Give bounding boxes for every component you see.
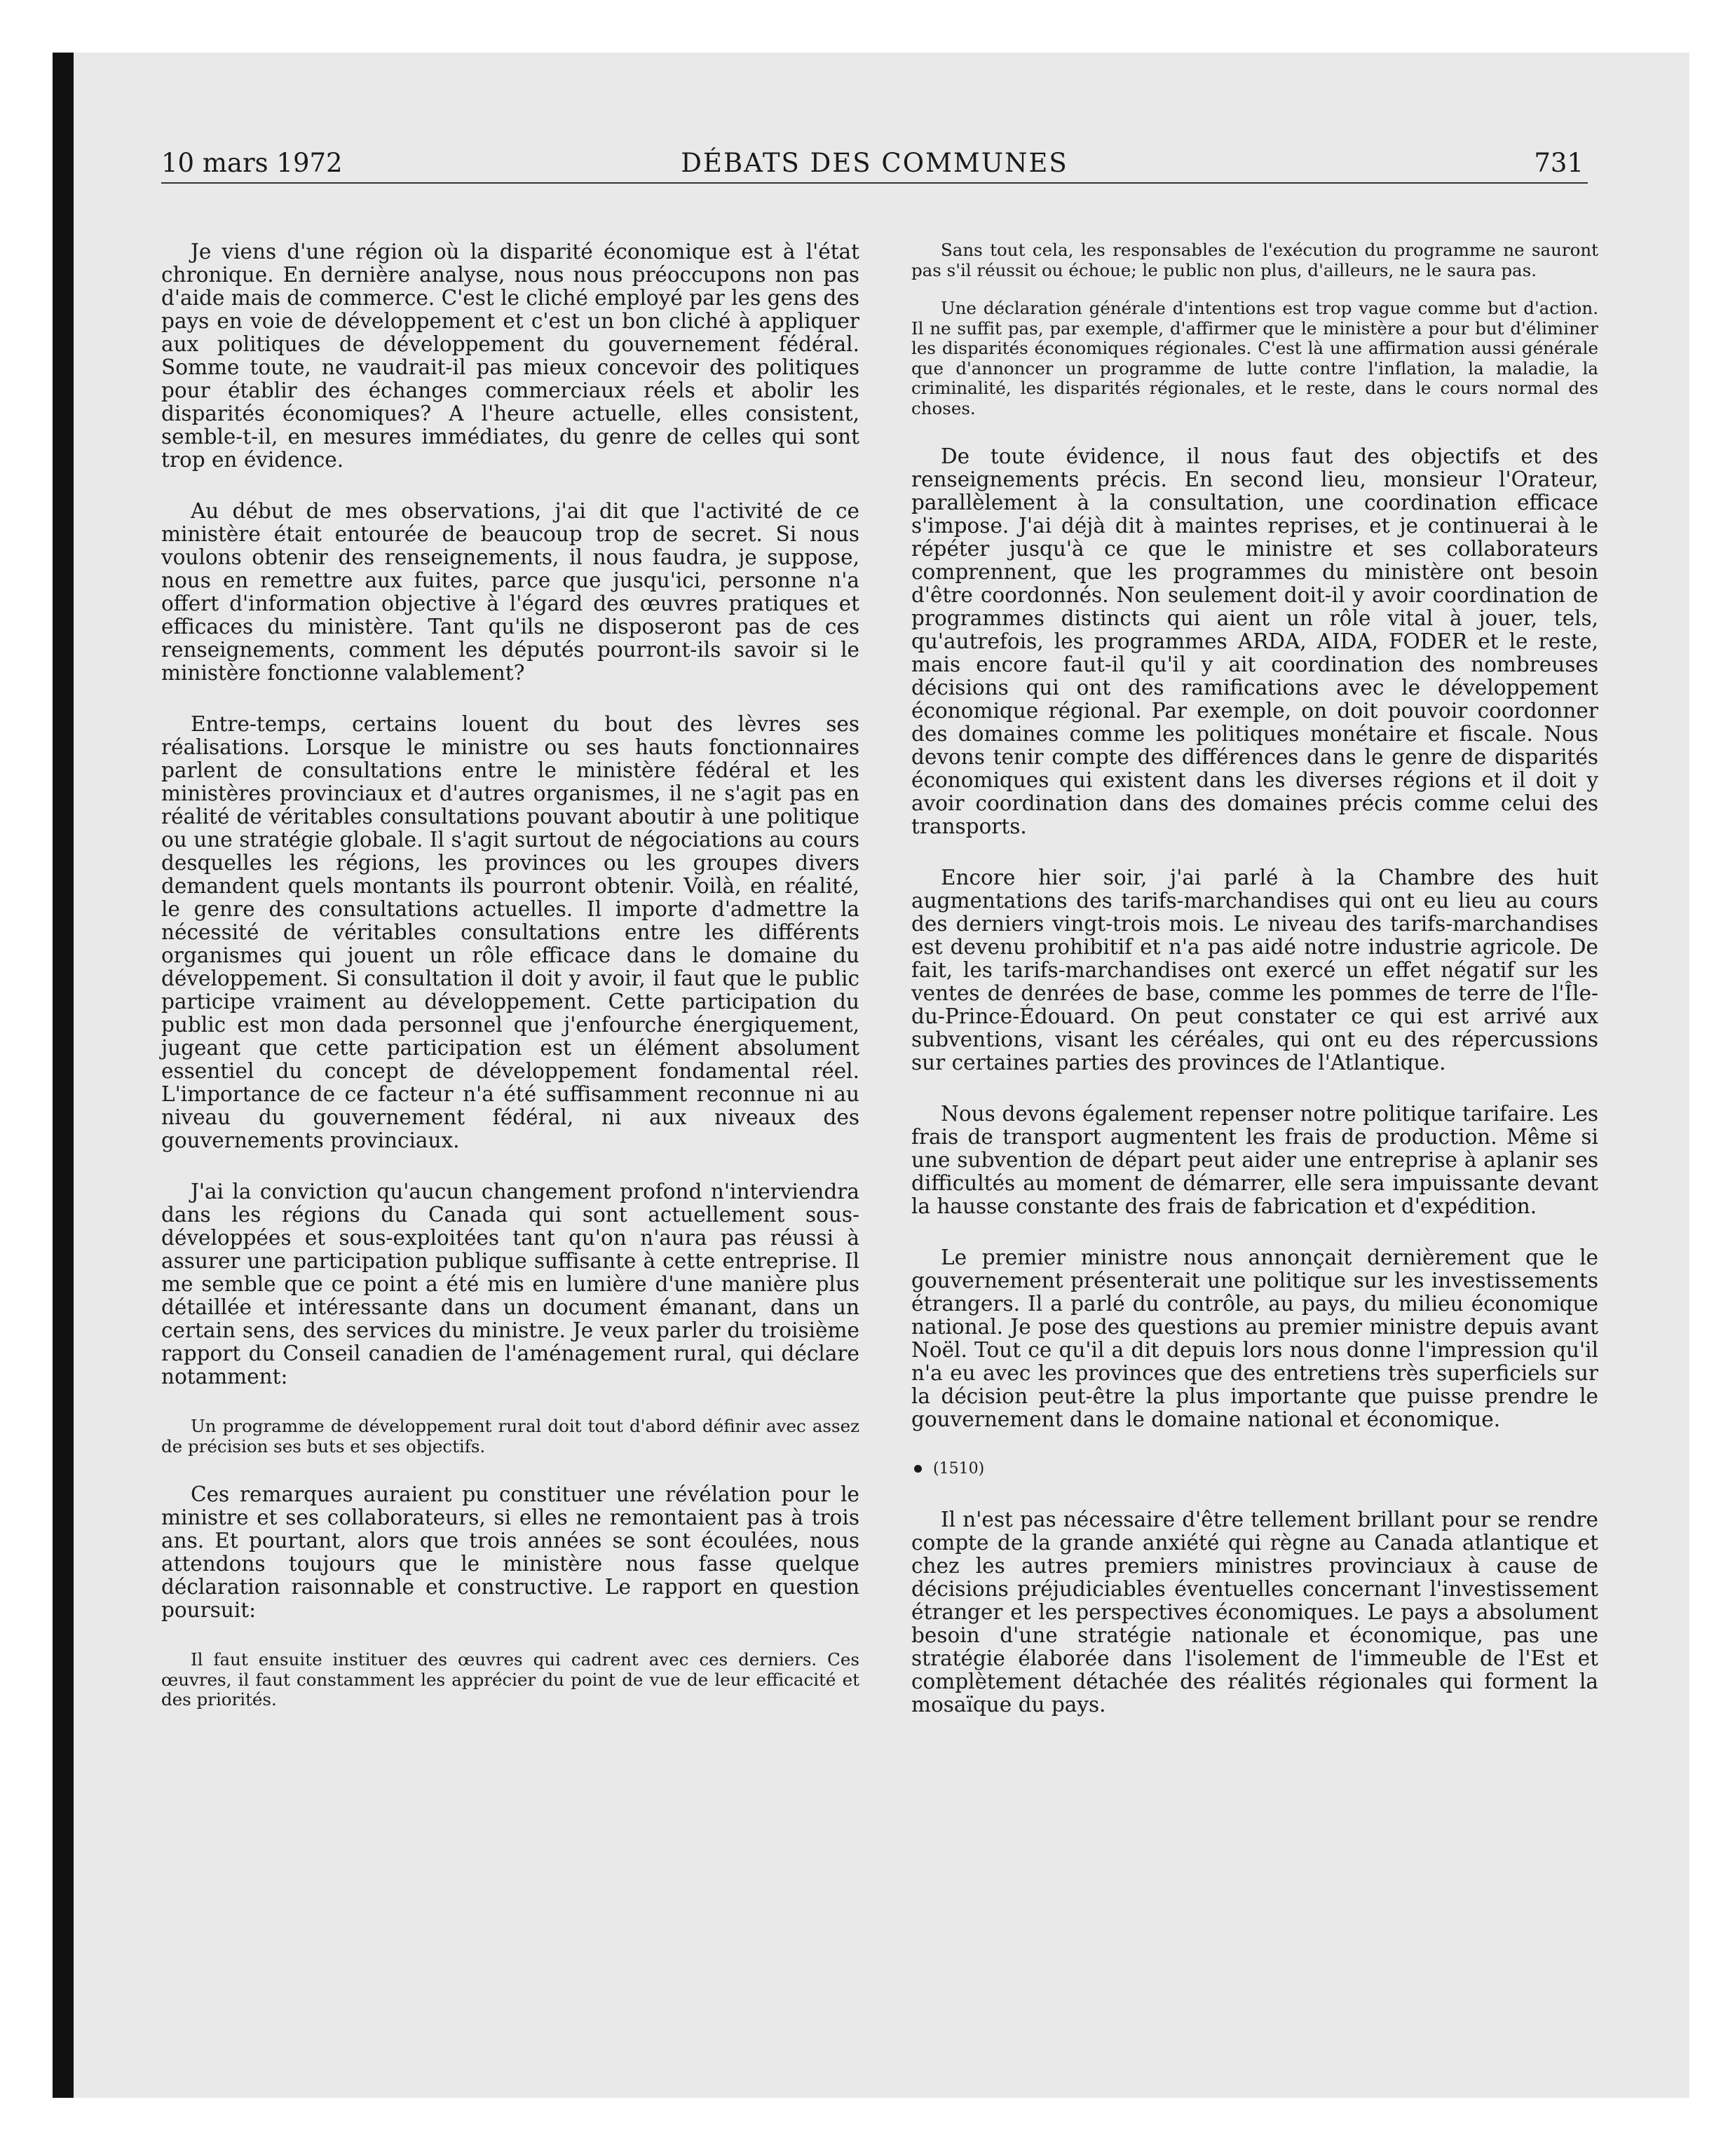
time-marker [911,1459,1598,1479]
block-quote: Il faut ensuite instituer des œuvres qui cadrent avec ces derniers. Ces œuvres, il faut constamment les apprécier du point de vue de leur efficacité et des priorités. [161,1649,859,1710]
page-header [161,144,1588,184]
paragraph: Ces remarques auraient pu constituer une révélation pour le ministre et ses collaborateurs, si elles ne remontaient pas à trois ans. Et pourtant, alors que trois années se sont écoulées, nous attendons toujours que le ministère nous fasse quelque déclaration raisonnable et constructive. Le rapport en question poursuit: [161,1482,859,1622]
paragraph: Le premier ministre nous annonçait dernièrement que le gouvernement présenterait une politique sur les investissements étrangers. Il a parlé du contrôle, au pays, du milieu économique national. Je pose des questions au premier ministre depuis avant Noël. Tout ce qu'il a dit depuis lors nous donne l'impression qu'il n'a eu avec les provinces que des entretiens très superficiels sur la décision peut-être la plus importante que puisse prendre le gouvernement dans le domaine national et économique. [911,1246,1598,1431]
header-date: 10 mars 1972 [161,148,343,178]
paragraph: J'ai la conviction qu'aucun changement profond n'interviendra dans les régions du Canada qui sont actuellement sous-développées et sous-exploitées tant qu'on n'aura pas réussi à assurer une participation publique suffisante à cette entreprise. Il me semble que ce point a été mis en lumière d'une manière plus détaillée et intéressante dans un document émanant, dans un certain sens, des services du ministre. Je veux parler du troisième rapport du Conseil canadien de l'aménagement rural, qui déclare notamment: [161,1180,859,1389]
bullet-icon [914,1465,922,1473]
block-quote: Sans tout cela, les responsables de l'exécution du programme ne sauront pas s'il réussit ou échoue; le public non plus, d'ailleurs, ne le saura pas. [911,240,1598,280]
header-title: DÉBATS DES COMMUNES [681,148,1068,178]
header-page-number: 731 [1534,148,1584,178]
scan-binding-edge [53,53,74,2098]
paragraph: Il n'est pas nécessaire d'être tellement brillant pour se rendre compte de la grande anxiété qui règne au Canada atlantique et chez les autres premiers ministres provinciaux à cause de décisions préjudiciables éventuelles concernant l'investissement étranger et les perspectives économiques. Le pays a absolument besoin d'une stratégie nationale et économique, pas une stratégie élaborée dans l'isolement de l'immeuble de l'Est et complètement détachée des réalités régionales qui forment la mosaïque du pays. [911,1508,1598,1717]
paragraph: Je viens d'une région où la disparité économique est à l'état chronique. En dernière analyse, nous nous préoccupons non pas d'aide mais de commerce. C'est le cliché employé par les gens des pays en voie de développement et c'est un bon cliché à appliquer aux politiques de développement du gouvernement fédéral. Somme toute, ne vaudrait-il pas mieux concevoir des politiques pour établir des échanges commerciaux réels et abolir les disparités économiques? A l'heure actuelle, elles consistent, semble-t-il, en mesures immédiates, du genre de celles qui sont trop en évidence. [161,240,859,472]
paragraph: Au début de mes observations, j'ai dit que l'activité de ce ministère était entourée de beaucoup trop de secret. Si nous voulons obtenir des renseignements, il nous faudra, je suppose, nous en remettre aux fuites, parce que jusqu'ici, personne n'a offert d'information objective à l'égard des œuvres pratiques et efficaces du ministère. Tant qu'ils ne disposeront pas de ces renseignements, comment les députés pourront-ils savoir si le ministère fonctionne valablement? [161,499,859,685]
time-marker-label: (1510) [933,1460,985,1478]
left-column [161,240,859,1728]
block-quote: Un programme de développement rural doit tout d'abord définir avec assez de précision ses buts et ses objectifs. [161,1416,859,1456]
block-quote: Une déclaration générale d'intentions est trop vague comme but d'action. Il ne suffit pas, par exemple, d'affirmer que le ministère a pour but d'éliminer les disparités économiques régionales. C'est là une affirmation aussi générale que d'annoncer un programme de lutte contre l'inflation, la maladie, la criminalité, les disparités régionales, et le reste, dans le cours normal des choses. [911,298,1598,418]
paragraph: Encore hier soir, j'ai parlé à la Chambre des huit augmentations des tarifs-marchandises qui ont eu lieu au cours des derniers vingt-trois mois. Le niveau des tarifs-marchandises est devenu prohibitif et n'a pas aidé notre industrie agricole. De fait, les tarifs-marchandises ont exercé un effet négatif sur les ventes de denrées de base, comme les pommes de terre de l'Île-du-Prince-Édouard. On peut constater ce qui est arrivé aux subventions, visant les céréales, qui ont eu des répercussions sur certaines parties des provinces de l'Atlantique. [911,866,1598,1074]
paragraph: Entre-temps, certains louent du bout des lèvres ses réalisations. Lorsque le ministre ou ses hauts fonctionnaires parlent de consultations entre le ministère fédéral et les ministères provinciaux et d'autres organismes, il ne s'agit pas en réalité de véritables consultations pouvant aboutir à une politique ou une stratégie globale. Il s'agit surtout de négociations au cours desquelles les régions, les provinces ou les groupes divers demandent quels montants ils pourront obtenir. Voilà, en réalité, le genre des consultations actuelles. Il importe d'admettre la nécessité de véritables consultations entre les différents organismes qui jouent un rôle efficace dans le domaine du développement. Si consultation il doit y avoir, il faut que le public participe vraiment au développement. Cette participation du public est mon dada personnel que j'enfourche énergiquement, jugeant que cette participation est un élément absolument essentiel du concept de développement fondamental réel. L'importance de ce facteur n'a été suffisamment reconnue ni au niveau du gouvernement fédéral, ni aux niveaux des gouvernements provinciaux. [161,712,859,1152]
paragraph: De toute évidence, il nous faut des objectifs et des renseignements précis. En second lieu, monsieur l'Orateur, parallèlement à la consultation, une coordination efficace s'impose. J'ai déjà dit à maintes reprises, et je continuerai à le répéter jusqu'à ce que le ministre et ses collaborateurs comprennent, que les programmes du ministère ont besoin d'être coordonnés. Non seulement doit-il y avoir coordination de programmes distincts qui aient un rôle vital à jouer, tels, qu'autrefois, les programmes ARDA, AIDA, FODER et le reste, mais encore faut-il qu'il y ait coordination des nombreuses décisions qui ont des ramifications avec le développement économique régional. Par exemple, on doit pouvoir coordonner des domaines comme les politiques monétaire et fiscale. Nous devons tenir compte des différences dans le genre de disparités économiques qui existent dans les diverses régions et il doit y avoir coordination dans des domaines précis comme celui des transports. [911,444,1598,838]
paragraph: Nous devons également repenser notre politique tarifaire. Les frais de transport augmentent les frais de production. Même si une subvention de départ peut aider une entreprise à aplanir ses difficultés au moment de démarrer, elle sera impuissante devant la hausse constante des frais de fabrication et d'expédition. [911,1102,1598,1218]
right-column [911,240,1598,1745]
